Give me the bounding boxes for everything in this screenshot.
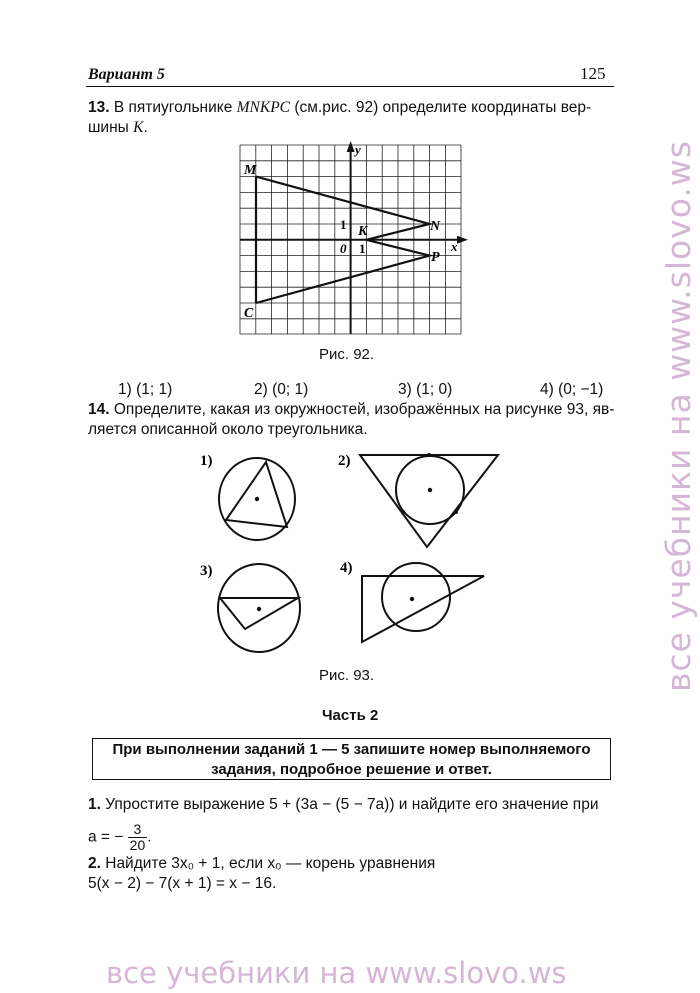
label-y: y [355, 142, 361, 157]
circle-option-1-label: 1) [200, 453, 213, 469]
option-3: 3) (1; 0) [398, 381, 453, 398]
part-2-title: Часть 2 [322, 707, 379, 724]
task-14-text: 14. Определите, какая из окружностей, изображённых на рисунке 93, яв- ляется описанной около треугольника. [88, 401, 615, 438]
fraction-denominator: 20 [129, 837, 146, 853]
instruction-box: При выполнении заданий 1 — 5 запишите номер выполняемого задания, подробное решение и ответ. [92, 738, 611, 780]
task-13-text: 13. В пятиугольнике MNKPC (см.рис. 92) определите координаты вер- шины K. [88, 99, 592, 136]
triangle-1 [226, 462, 287, 527]
problem-1-value: a = − $\frac{3}{20}$ . [88, 821, 152, 853]
option-2: 2) (0; 1) [254, 381, 309, 398]
watermark-vertical: все учебники на www.slovo.ws [659, 140, 698, 693]
option-4: 4) (0; −1) [540, 381, 604, 398]
page-number: 125 [580, 64, 606, 83]
label-origin: 0 [340, 241, 347, 256]
problem-1-number: 1. [88, 796, 101, 813]
header-rule [86, 86, 614, 87]
fraction-numerator: 3 [128, 822, 148, 838]
figure-92-grid [230, 140, 470, 340]
triangle-2 [360, 455, 498, 547]
option-1: 1) (1; 1) [118, 381, 173, 398]
task-13-number: 13. [88, 99, 110, 116]
figure-93-circles [190, 445, 510, 670]
label-x: x [451, 239, 458, 254]
problem-2-number: 2. [88, 855, 101, 872]
label-N: N [430, 219, 441, 234]
label-P: P [431, 250, 440, 265]
triangle-3 [220, 598, 298, 629]
variant-title: Вариант 5 [88, 66, 165, 83]
circle-option-2-label: 2) [338, 453, 351, 469]
task-14-number: 14. [88, 401, 110, 418]
circle-4 [382, 563, 450, 631]
label-M: M [244, 163, 257, 178]
polygon-name: MNKPC [236, 99, 291, 116]
figure-92-caption: Рис. 92. [319, 346, 375, 363]
figure-93-caption: Рис. 93. [319, 667, 375, 684]
circle-option-3-label: 3) [200, 563, 213, 579]
triangle-4 [362, 576, 484, 642]
problem-2-text: 2. Найдите 3x₀ + 1, если x₀ — корень уравнения 5(x − 2) − 7(x + 1) = x − 16. [88, 855, 436, 892]
vertex-name: K [133, 119, 144, 136]
label-one-y: 1 [340, 217, 347, 232]
label-K: K [358, 224, 368, 239]
label-C: C [244, 306, 254, 321]
circle-option-4-label: 4) [340, 560, 353, 576]
watermark-bottom: все учебники на www.slovo.ws [106, 956, 567, 990]
label-one-x: 1 [359, 241, 366, 256]
problem-1-text: 1. Упростите выражение 5 + (3a − (5 − 7a)) и найдите его значение при [88, 796, 599, 813]
